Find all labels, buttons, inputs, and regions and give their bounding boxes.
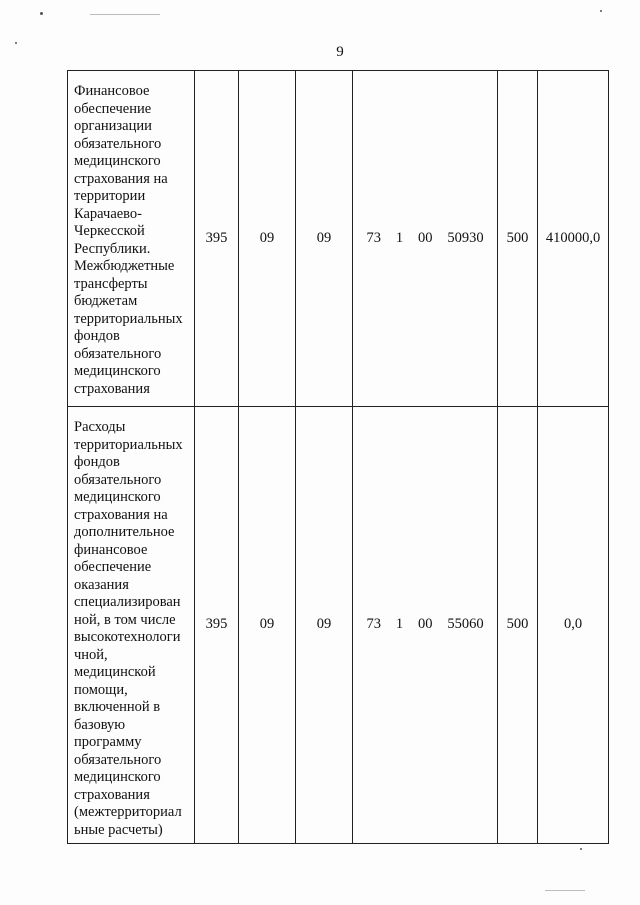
description-line: оказания [74,576,129,593]
description-line: Расходы [74,419,126,435]
description-line: Республики. [74,240,151,257]
description-line: Финансовое [74,83,150,99]
table-row [68,407,609,844]
target-article-cell [353,407,498,844]
scan-speck [40,12,43,15]
subsection-code-cell: 09 [296,407,353,844]
description-line: программу [74,734,142,750]
description-line: страхования на [74,506,168,523]
description-line: бюджетам [74,293,138,309]
description-line: Межбюджетные [74,258,175,274]
description-line: обязательного [74,751,162,768]
scan-speck [580,848,582,850]
description-line: Карачаево- [74,205,143,222]
description-line: обязательного [74,345,162,362]
expense-type-cell: 500 [498,71,538,407]
description-line: обязательного [74,135,162,152]
description-line: страхования [74,786,150,803]
subprogram-code: 1 [395,616,404,633]
section-code-cell: 09 [239,407,296,844]
main-event-code: 00 [417,616,433,633]
description-line: высокотехнологи [74,629,181,645]
direction-code: 50930 [447,229,484,246]
description-line: обеспечение [74,559,152,575]
description-line: фондов [74,328,120,344]
direction-code: 55060 [447,616,484,633]
description-line: базовую [74,716,126,733]
description-line: трансферты [74,275,148,292]
table-row [68,71,609,407]
description-line: включенной в [74,699,161,715]
scan-speck [600,10,602,12]
description-line: фондов [74,454,120,470]
subprogram-code: 1 [395,229,404,246]
program-code: 73 [366,229,381,246]
description-line: территориальных [74,310,183,327]
amount-cell: 410000,0 [538,71,609,407]
budget-table [67,70,609,844]
subsection-code-cell: 09 [296,71,353,407]
description-line: территории [74,188,146,204]
description-line: медицинской [74,664,156,680]
description-line: территориальных [74,436,183,453]
description-line: страхования [74,380,150,397]
description-cell [68,407,195,844]
description-line: специализирован [74,594,181,610]
description-line: ной, в том числе [74,611,176,628]
description-cell [68,71,195,407]
amount-cell: 0,0 [538,407,609,844]
scan-line [545,890,585,891]
ministry-code-cell: 395 [195,71,239,407]
scan-line [90,14,160,15]
description-line: ьные расчеты) [74,821,163,838]
description-line: медицинского [74,769,161,785]
description-line: медицинского [74,489,161,505]
ministry-code-cell: 395 [195,407,239,844]
description-line: финансовое [74,541,148,558]
description-line: организации [74,118,152,134]
target-article-cell [353,71,498,407]
section-code-cell: 09 [239,71,296,407]
description-line: помощи, [74,681,128,698]
main-event-code: 00 [417,229,433,246]
description-line: медицинского [74,363,161,379]
description-line: дополнительное [74,524,175,540]
description-line: обеспечение [74,100,152,117]
expense-type-cell: 500 [498,407,538,844]
description-line: Черкесской [74,223,145,239]
page-number: 9 [336,44,344,60]
description-line: страхования на [74,170,168,187]
description-line: обязательного [74,471,162,488]
description-line: чной, [74,646,108,663]
description-line: (межтерриториал [74,804,182,820]
description-line: медицинского [74,153,161,169]
program-code: 73 [366,616,381,633]
